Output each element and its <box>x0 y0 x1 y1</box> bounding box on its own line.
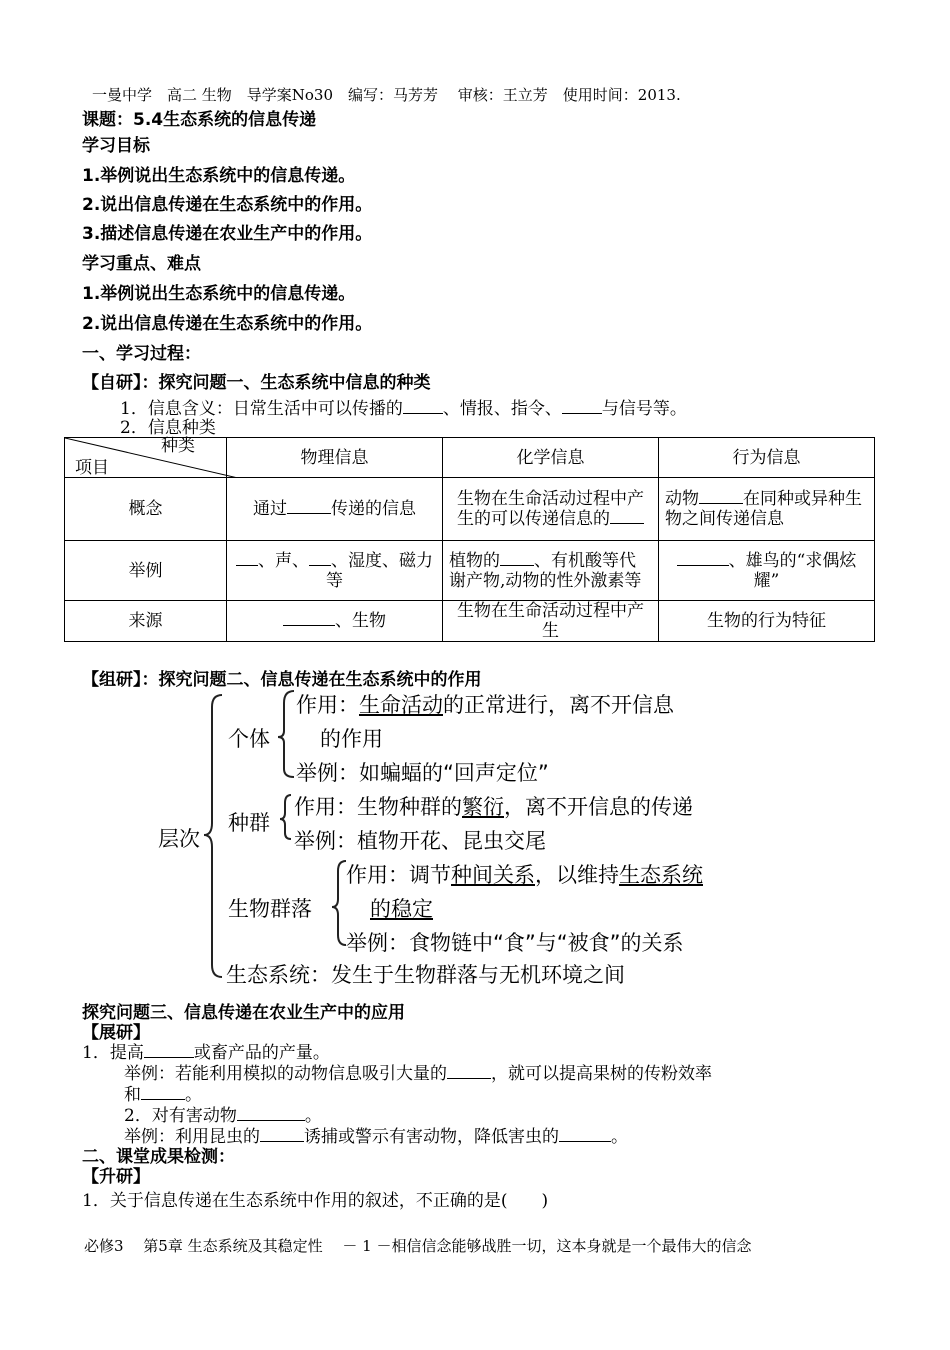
cell-text: 动物 <box>665 489 699 509</box>
cell-text: 传递的信息 <box>331 499 416 519</box>
community-role <box>346 859 703 889</box>
col-header: 行为信息 <box>659 438 875 478</box>
hierarchy-diagram <box>150 683 770 995</box>
cell-text: 在同种或异种生物之间传递信息 <box>665 489 862 529</box>
table-cell <box>443 541 659 601</box>
blank <box>677 564 729 566</box>
population-example: 举例：植物开花、昆虫交尾 <box>294 829 546 853</box>
table-cell <box>659 541 875 601</box>
upgrade-question-1: 1．关于信息传递在生态系统中作用的叙述，不正确的是( ) <box>82 1191 549 1211</box>
text: 。 <box>304 1106 322 1126</box>
text: ，就可以提高果树的传粉效率 <box>491 1064 712 1084</box>
text: ，离不开信息的传递 <box>504 795 693 819</box>
goal-item: 3.描述信息传递在农业生产中的作用。 <box>82 224 373 244</box>
expand-line-2 <box>124 1059 712 1084</box>
expand-heading: 【展研】 <box>82 1023 150 1043</box>
individual-label: 个体 <box>228 727 270 751</box>
info-meaning-text: 与信号等。 <box>601 399 687 419</box>
blank <box>447 1077 491 1079</box>
check-heading: 二、课堂成果检测： <box>82 1147 235 1167</box>
text: 生命活动 <box>359 693 443 717</box>
individual-role-cont: 的作用 <box>320 727 383 751</box>
blank <box>403 412 443 414</box>
corner-bottom-label: 项目 <box>75 458 109 478</box>
hierarchy-root-label: 层次 <box>158 827 200 851</box>
row-label: 概念 <box>65 478 227 541</box>
blank <box>237 1119 305 1121</box>
blank <box>309 564 331 566</box>
text: 。 <box>611 1127 628 1147</box>
table-cell: 生物的行为特征 <box>659 601 875 642</box>
table-cell <box>659 478 875 541</box>
text: 和 <box>124 1085 141 1105</box>
individual-role <box>296 689 674 719</box>
individual-example: 举例：如蝙蝠的“回声定位” <box>296 761 549 785</box>
info-meaning-text: 1．信息含义：日常生活中可以传播的 <box>120 399 403 419</box>
blank <box>562 412 602 414</box>
blank <box>500 564 534 566</box>
blank <box>559 1140 611 1142</box>
goal-item: 2.说出信息传递在生态系统中的作用。 <box>82 195 373 215</box>
key-points-heading: 学习重点、难点 <box>82 254 201 274</box>
goals-heading: 学习目标 <box>82 136 150 156</box>
text: 。 <box>185 1085 202 1105</box>
self-study-heading: 【自研】：探究问题一、生态系统中信息的种类 <box>82 373 431 393</box>
text: 的正常进行，离不开信息 <box>443 693 674 717</box>
info-meaning-text: 、情报、指令、 <box>442 399 562 419</box>
corner-top-label: 种类 <box>161 436 195 456</box>
text: 举例：若能利用模拟的动物信息吸引大量的 <box>124 1064 447 1084</box>
group-study-heading: 【组研】：探究问题二、信息传递在生态系统中的作用 <box>82 670 482 690</box>
key-point-item: 2.说出信息传递在生态系统中的作用。 <box>82 314 373 334</box>
text: 种间关系 <box>451 863 535 887</box>
row-label: 来源 <box>65 601 227 642</box>
community-example: 举例：食物链中“食”与“被食”的关系 <box>346 931 684 955</box>
row-label: 举例 <box>65 541 227 601</box>
text: 诱捕或警示有害动物，降低害虫的 <box>304 1127 559 1147</box>
cell-text: 、雄鸟的“求偶炫耀” <box>728 550 857 591</box>
blank <box>260 1140 304 1142</box>
process-heading: 一、学习过程： <box>82 344 201 364</box>
info-types-table <box>64 437 875 642</box>
table-cell <box>443 478 659 541</box>
col-header: 化学信息 <box>443 438 659 478</box>
upgrade-heading: 【升研】 <box>82 1167 150 1187</box>
q3-heading: 探究问题三、信息传递在农业生产中的应用 <box>82 1003 405 1023</box>
cell-text: 、生物 <box>335 611 386 631</box>
community-role-cont: 的稳定 <box>370 897 433 921</box>
page-footer: 必修3 第5章 生态系统及其稳定性 － 1 －相信信念能够战胜一切，这本身就是一个最伟大的信念 <box>84 1237 752 1255</box>
text: 1．提高 <box>82 1043 144 1063</box>
col-header: 物理信息 <box>227 438 443 478</box>
blank <box>144 1056 194 1058</box>
blank <box>287 512 331 514</box>
blank <box>610 522 644 524</box>
text: 作用：调节 <box>346 863 451 887</box>
table-cell <box>227 478 443 541</box>
text: 繁衍 <box>462 795 504 819</box>
text: 作用：生物种群的 <box>294 795 462 819</box>
cell-text: 、湿度、磁力等 <box>326 550 433 591</box>
text: 举例：利用昆虫的 <box>124 1127 260 1147</box>
lesson-title: 课题：5.4生态系统的信息传递 <box>82 110 317 130</box>
blank <box>141 1098 185 1100</box>
population-label: 种群 <box>228 811 270 835</box>
cell-text: 生物在生命活动过程中产生的可以传递信息的 <box>457 489 644 529</box>
blank <box>236 564 258 566</box>
population-role <box>294 791 693 821</box>
key-point-item: 1.举例说出生态系统中的信息传递。 <box>82 284 356 304</box>
page-header: 一曼中学 高二 生物 导学案No30 编写：马芳芳 审核：王立芳 使用时间：2013. <box>92 86 681 104</box>
cell-text: 、声、 <box>258 550 309 571</box>
cell-text: 、有机酸等代谢产物,动物的性外激素等 <box>449 550 642 591</box>
text: 2．对有害动物 <box>124 1106 237 1126</box>
table-corner-cell <box>65 438 227 478</box>
goal-item: 1.举例说出生态系统中的信息传递。 <box>82 166 356 186</box>
cell-text: 植物的 <box>449 550 500 571</box>
table-cell <box>227 541 443 601</box>
text: ，以维持 <box>535 863 619 887</box>
info-types-label: 2．信息种类 <box>120 418 216 438</box>
blank <box>283 624 335 626</box>
blank <box>699 502 743 504</box>
community-label: 生物群落 <box>228 897 312 921</box>
text: 作用： <box>296 693 359 717</box>
text: 生态系统 <box>619 863 703 887</box>
cell-text: 通过 <box>253 499 287 519</box>
table-cell: 生物在生命活动过程中产生 <box>443 601 659 642</box>
text: 或畜产品的产量。 <box>193 1043 330 1063</box>
table-cell <box>227 601 443 642</box>
ecosystem-line: 生态系统：发生于生物群落与无机环境之间 <box>226 963 625 987</box>
